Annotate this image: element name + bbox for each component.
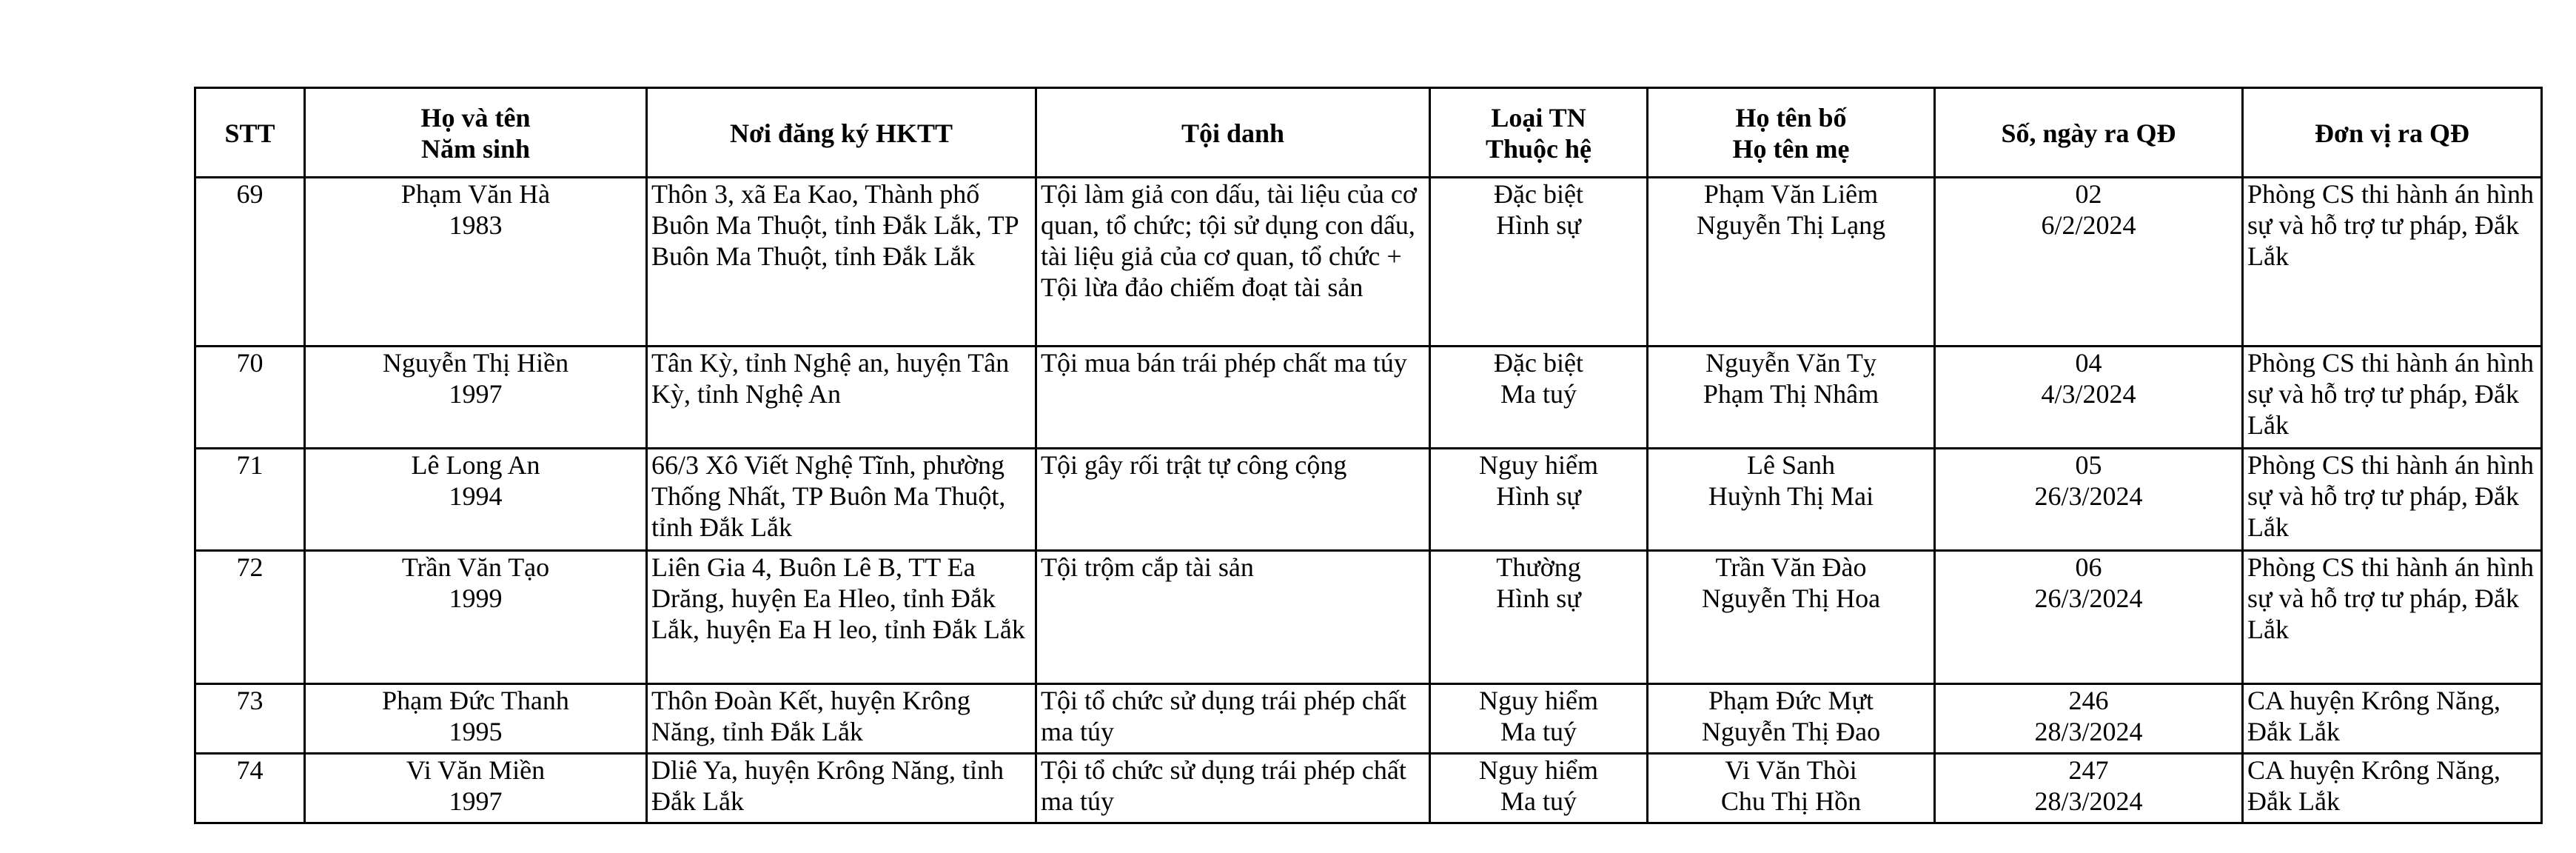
header-decision: Số, ngày ra QĐ xyxy=(1935,88,2243,178)
table-row xyxy=(195,684,2542,754)
cell-parents: Trần Văn Đào Nguyễn Thị Hoa xyxy=(1648,551,1935,684)
cell-crime: Tội gây rối trật tự công cộng xyxy=(1036,449,1430,551)
table-row xyxy=(195,754,2542,823)
cell-type: Nguy hiểm Ma tuý xyxy=(1430,684,1648,754)
cell-unit: Phòng CS thi hành án hình sự và hỗ trợ tư pháp, Đắk Lắk xyxy=(2243,178,2542,347)
header-crime: Tội danh xyxy=(1036,88,1430,178)
cell-residence: Thôn Đoàn Kết, huyện Krông Năng, tỉnh Đắk Lắk xyxy=(647,684,1036,754)
person-name: Vi Văn Miền xyxy=(406,755,546,785)
wanted-persons-table xyxy=(194,87,2543,824)
cell-name xyxy=(305,178,647,347)
cell-parents: Phạm Văn Liêm Nguyễn Thị Lạng xyxy=(1648,178,1935,347)
cell-stt: 72 xyxy=(195,551,305,684)
cell-unit: Phòng CS thi hành án hình sự và hỗ trợ tư pháp, Đắk Lắk xyxy=(2243,347,2542,449)
cell-name xyxy=(305,684,647,754)
cell-stt: 74 xyxy=(195,754,305,823)
cell-unit: CA huyện Krông Năng, Đắk Lắk xyxy=(2243,684,2542,754)
cell-decision: 247 28/3/2024 xyxy=(1935,754,2243,823)
person-name: Lê Long An xyxy=(411,450,540,480)
cell-crime: Tội tổ chức sử dụng trái phép chất ma túy xyxy=(1036,754,1430,823)
cell-type: Nguy hiểm Ma tuý xyxy=(1430,754,1648,823)
cell-type: Thường Hình sự xyxy=(1430,551,1648,684)
cell-name xyxy=(305,754,647,823)
birth-year: 1997 xyxy=(449,379,503,409)
cell-parents: Phạm Đức Mựt Nguyễn Thị Đao xyxy=(1648,684,1935,754)
person-name: Nguyễn Thị Hiền xyxy=(382,348,569,378)
table-row xyxy=(195,347,2542,449)
cell-stt: 69 xyxy=(195,178,305,347)
cell-type: Đặc biệt Hình sự xyxy=(1430,178,1648,347)
cell-type: Đặc biệt Ma tuý xyxy=(1430,347,1648,449)
cell-stt: 71 xyxy=(195,449,305,551)
header-residence: Nơi đăng ký HKTT xyxy=(647,88,1036,178)
header-stt: STT xyxy=(195,88,305,178)
cell-parents: Nguyễn Văn Tỵ Phạm Thị Nhâm xyxy=(1648,347,1935,449)
person-name: Trần Văn Tạo xyxy=(401,552,550,582)
header-type-category: Loại TN Thuộc hệ xyxy=(1430,88,1648,178)
cell-stt: 73 xyxy=(195,684,305,754)
header-parents: Họ tên bố Họ tên mẹ xyxy=(1648,88,1935,178)
cell-residence: Liên Gia 4, Buôn Lê B, TT Ea Drăng, huyện Ea Hleo, tỉnh Đắk Lắk, huyện Ea H leo, tỉnh Đắk Lắk xyxy=(647,551,1036,684)
cell-crime: Tội trộm cắp tài sản xyxy=(1036,551,1430,684)
table-header-row xyxy=(195,88,2542,178)
cell-parents: Lê Sanh Huỳnh Thị Mai xyxy=(1648,449,1935,551)
birth-year: 1995 xyxy=(449,717,503,746)
table-row xyxy=(195,178,2542,347)
header-issuing-unit: Đơn vị ra QĐ xyxy=(2243,88,2542,178)
cell-residence: Tân Kỳ, tỉnh Nghệ an, huyện Tân Kỳ, tỉnh Nghệ An xyxy=(647,347,1036,449)
person-name: Phạm Đức Thanh xyxy=(382,686,569,715)
cell-decision: 04 4/3/2024 xyxy=(1935,347,2243,449)
cell-type: Nguy hiểm Hình sự xyxy=(1430,449,1648,551)
cell-crime: Tội tổ chức sử dụng trái phép chất ma túy xyxy=(1036,684,1430,754)
cell-parents: Vi Văn Thòi Chu Thị Hồn xyxy=(1648,754,1935,823)
birth-year: 1994 xyxy=(449,481,503,511)
cell-crime: Tội làm giả con dấu, tài liệu của cơ quan, tổ chức; tội sử dụng con dấu, tài liệu giả của cơ quan, tổ chức + Tội lừa đảo chiếm đoạt tài sản xyxy=(1036,178,1430,347)
cell-residence: Thôn 3, xã Ea Kao, Thành phố Buôn Ma Thuột, tỉnh Đắk Lắk, TP Buôn Ma Thuột, tỉnh Đắk Lắk xyxy=(647,178,1036,347)
cell-unit: Phòng CS thi hành án hình sự và hỗ trợ tư pháp, Đắk Lắk xyxy=(2243,551,2542,684)
cell-name xyxy=(305,449,647,551)
header-name-birth-year: Họ và tên Năm sinh xyxy=(305,88,647,178)
cell-decision: 05 26/3/2024 xyxy=(1935,449,2243,551)
cell-unit: Phòng CS thi hành án hình sự và hỗ trợ tư pháp, Đắk Lắk xyxy=(2243,449,2542,551)
table-row xyxy=(195,449,2542,551)
cell-name xyxy=(305,551,647,684)
cell-residence: Dliê Ya, huyện Krông Năng, tỉnh Đắk Lắk xyxy=(647,754,1036,823)
birth-year: 1999 xyxy=(449,583,503,613)
birth-year: 1997 xyxy=(449,786,503,816)
cell-residence: 66/3 Xô Viết Nghệ Tĩnh, phường Thống Nhất, TP Buôn Ma Thuột, tỉnh Đắk Lắk xyxy=(647,449,1036,551)
table-row xyxy=(195,551,2542,684)
birth-year: 1983 xyxy=(449,210,503,240)
cell-decision: 246 28/3/2024 xyxy=(1935,684,2243,754)
person-name: Phạm Văn Hà xyxy=(400,179,551,209)
cell-decision: 02 6/2/2024 xyxy=(1935,178,2243,347)
cell-stt: 70 xyxy=(195,347,305,449)
cell-unit: CA huyện Krông Năng, Đắk Lắk xyxy=(2243,754,2542,823)
cell-name xyxy=(305,347,647,449)
cell-crime: Tội mua bán trái phép chất ma túy xyxy=(1036,347,1430,449)
cell-decision: 06 26/3/2024 xyxy=(1935,551,2243,684)
